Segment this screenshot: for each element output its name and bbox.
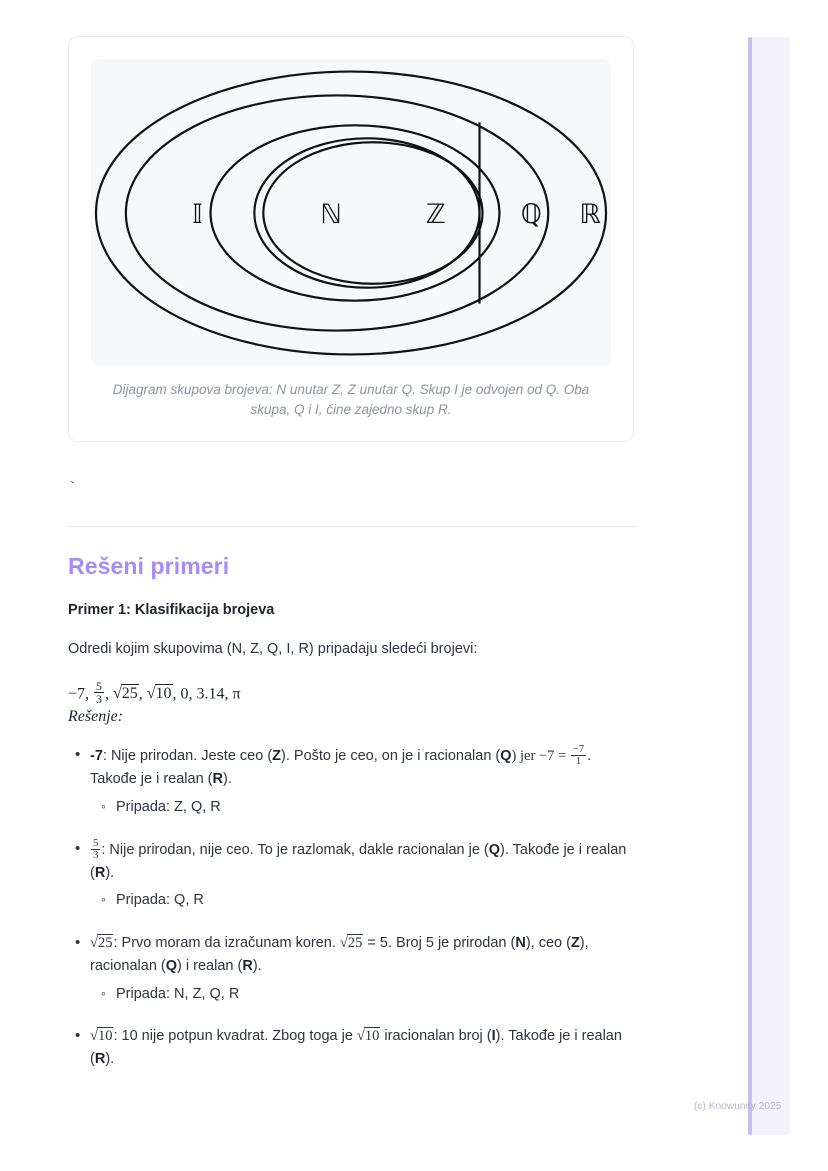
scrollbar-thumb[interactable] bbox=[748, 37, 752, 1135]
number-sqrt-25: √25 bbox=[112, 685, 138, 703]
list-item: ◦ Pripada: Q, R bbox=[116, 889, 638, 912]
inline-sqrt-10: √10 bbox=[356, 1027, 380, 1044]
list-item: • -7: Nije prirodan. Jeste ceo (Z). Pošto je ceo, on je i racionalan (Q) jer −7 = $\frac{-7}{1}$ . Takođe je i realan (R). ◦ Pripada: Z, Q, R bbox=[90, 744, 638, 819]
list-item: • √25: Prvo moram da izračunam koren. √25 = 5. Broj 5 je prirodan (N), ceo (Z), racionalan (Q) i realan (R). ◦ Pripada: N, Z, Q, R bbox=[90, 932, 638, 1006]
fraction-minus-seven-over-one: $\frac{-7}{1}$ bbox=[572, 742, 585, 768]
ellipse-natural-N-inner bbox=[263, 142, 482, 283]
number-five-thirds: $\frac{5}{3}$ bbox=[96, 678, 102, 707]
stray-backtick-text: ` bbox=[68, 479, 77, 496]
sub-list bbox=[90, 889, 638, 912]
document-content bbox=[68, 36, 638, 1091]
comma-after-sqrt10: , bbox=[172, 685, 177, 703]
sub-list bbox=[90, 983, 638, 1006]
example-prompt: Odredi kojim skupovima (N, Z, Q, I, R) pripadaju sledeći brojevi: bbox=[68, 640, 478, 657]
list-item: • $\frac{5}{3}$ : Nije prirodan, nije ceo. To je razlomak, dakle racionalan je (Q). Takođe je i realan (R). ◦ Pripada: Q, R bbox=[90, 838, 638, 913]
item-term-five-thirds: • $\frac{5}{3}$ bbox=[93, 836, 99, 861]
venn-label-R: ℝ bbox=[579, 198, 601, 230]
list-item: ◦ Pripada: N, Z, Q, R bbox=[116, 983, 638, 1006]
venn-label-N: ℕ bbox=[320, 198, 342, 230]
list-item: • √10: 10 nije potpun kvadrat. Zbog toga je √10 iracionalan broj (I). Takođe je i realan (R). bbox=[90, 1025, 638, 1072]
number-sqrt-10: √10 bbox=[146, 685, 172, 703]
comma-after-sqrt25: , bbox=[138, 685, 143, 703]
figure-card bbox=[68, 36, 634, 442]
scrollbar-track[interactable] bbox=[748, 37, 790, 1135]
section-heading: Rešeni primeri bbox=[68, 552, 230, 579]
solution-list bbox=[68, 744, 638, 1072]
watermark-label: (c) Knowunity 2025 bbox=[694, 1101, 782, 1112]
comma-after-fraction: , bbox=[104, 685, 109, 703]
venn-label-I: 𝕀 bbox=[192, 198, 203, 230]
solution-label: Rešenje: bbox=[68, 707, 124, 725]
item-term-minus-seven: -7 bbox=[90, 747, 103, 764]
inline-sqrt-25: √25 bbox=[339, 934, 363, 951]
number-minus-seven: −7, bbox=[68, 685, 90, 703]
section-divider bbox=[68, 526, 638, 527]
figure-caption: Dijagram skupova brojeva: N unutar Z, Z unutar Q. Skup I je odvojen od Q. Oba skupa, Q i I, čine zajedno skup R. bbox=[112, 382, 590, 418]
item-term-sqrt-25: √25 bbox=[90, 934, 113, 951]
sub-list bbox=[90, 796, 638, 819]
item-term-sqrt-10: √10 bbox=[90, 1027, 113, 1044]
numbers-expression bbox=[68, 680, 638, 706]
list-item: ◦ Pripada: Z, Q, R bbox=[116, 796, 638, 819]
venn-label-Q: ℚ bbox=[520, 198, 542, 230]
numbers-tail: 0, 3.14, π bbox=[180, 685, 241, 703]
venn-label-Z: ℤ bbox=[425, 198, 446, 230]
venn-diagram-panel bbox=[91, 59, 611, 366]
number-sets-venn-diagram bbox=[91, 63, 611, 363]
example-heading: Primer 1: Klasifikacija brojeva bbox=[68, 601, 275, 618]
